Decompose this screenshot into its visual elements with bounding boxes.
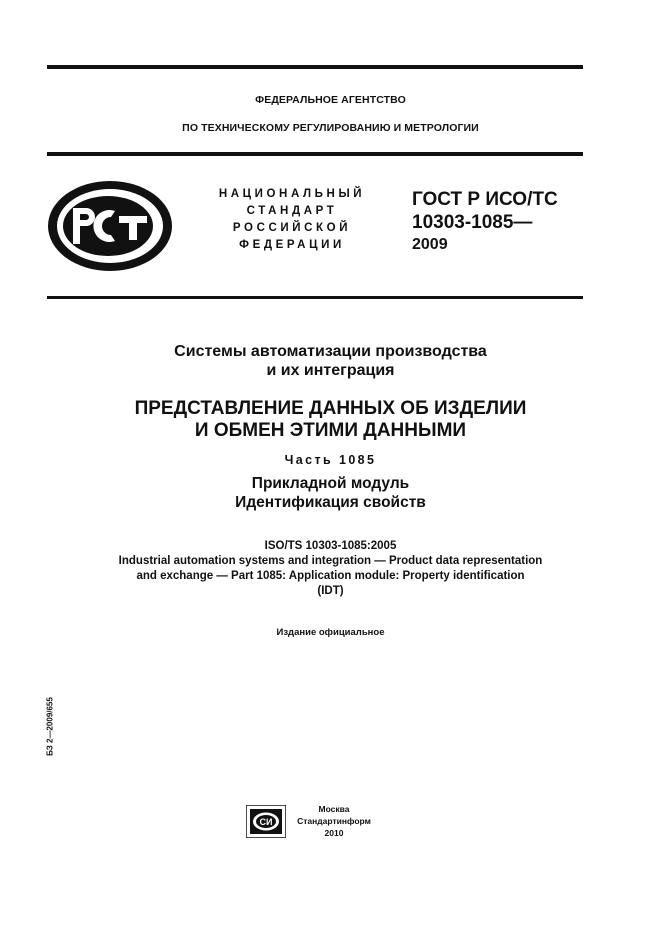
iso-title-line-3: (IDT) xyxy=(317,585,344,597)
svg-text:СИ: СИ xyxy=(259,817,273,827)
standard-type-line-2: СТАНДАРТ xyxy=(246,205,338,217)
standard-type-line-3: РОССИЙСКОЙ xyxy=(232,222,352,234)
standard-designation xyxy=(412,188,558,256)
edition-label: Издание официальное xyxy=(276,627,385,638)
publisher-year: 2010 xyxy=(324,828,344,838)
title-line-2: и их интеграция xyxy=(266,362,395,379)
side-code: БЗ 2—2009/655 xyxy=(45,697,55,756)
agency-line-1: ФЕДЕРАЛЬНОЕ АГЕНТСТВО xyxy=(255,94,406,106)
iso-reference: ISO/TS 10303-1085:2005 xyxy=(264,540,397,552)
designation-line-1: ГОСТ Р ИСО/ТС xyxy=(412,189,558,210)
rst-logo-icon xyxy=(45,178,175,274)
iso-title-line-1: Industrial automation systems and integration — Product data representation xyxy=(118,555,543,567)
publisher-city: Москва xyxy=(318,804,350,814)
standard-type-line-1: НАЦИОНАЛЬНЫЙ xyxy=(218,188,366,200)
iso-title-line-2: and exchange — Part 1085: Application module: Property identification xyxy=(136,570,525,582)
title-line-1: Системы автоматизации производства xyxy=(174,343,487,360)
header-rule xyxy=(47,152,583,156)
standartinform-logo-icon xyxy=(246,805,286,838)
main-title-line-1: ПРЕДСТАВЛЕНИЕ ДАННЫХ ОБ ИЗДЕЛИИ xyxy=(134,398,527,419)
part-number: Часть 1085 xyxy=(284,453,377,467)
top-rule xyxy=(47,65,583,69)
subtitle-line-2: Идентификация свойств xyxy=(235,494,426,511)
designation-line-2: 10303-1085— xyxy=(412,212,533,233)
publisher-block xyxy=(290,803,378,839)
main-title-line-2: И ОБМЕН ЭТИМИ ДАННЫМИ xyxy=(194,420,467,441)
designation-rule xyxy=(47,296,583,299)
standard-type xyxy=(200,186,384,254)
publisher-name: Стандартинформ xyxy=(297,816,371,826)
subtitle-line-1: Прикладной модуль xyxy=(251,475,410,492)
designation-year: 2009 xyxy=(412,236,448,253)
agency-line-2: ПО ТЕХНИЧЕСКОМУ РЕГУЛИРОВАНИЮ И МЕТРОЛОГИИ xyxy=(182,122,479,134)
standard-type-line-4: ФЕДЕРАЦИИ xyxy=(239,239,345,251)
